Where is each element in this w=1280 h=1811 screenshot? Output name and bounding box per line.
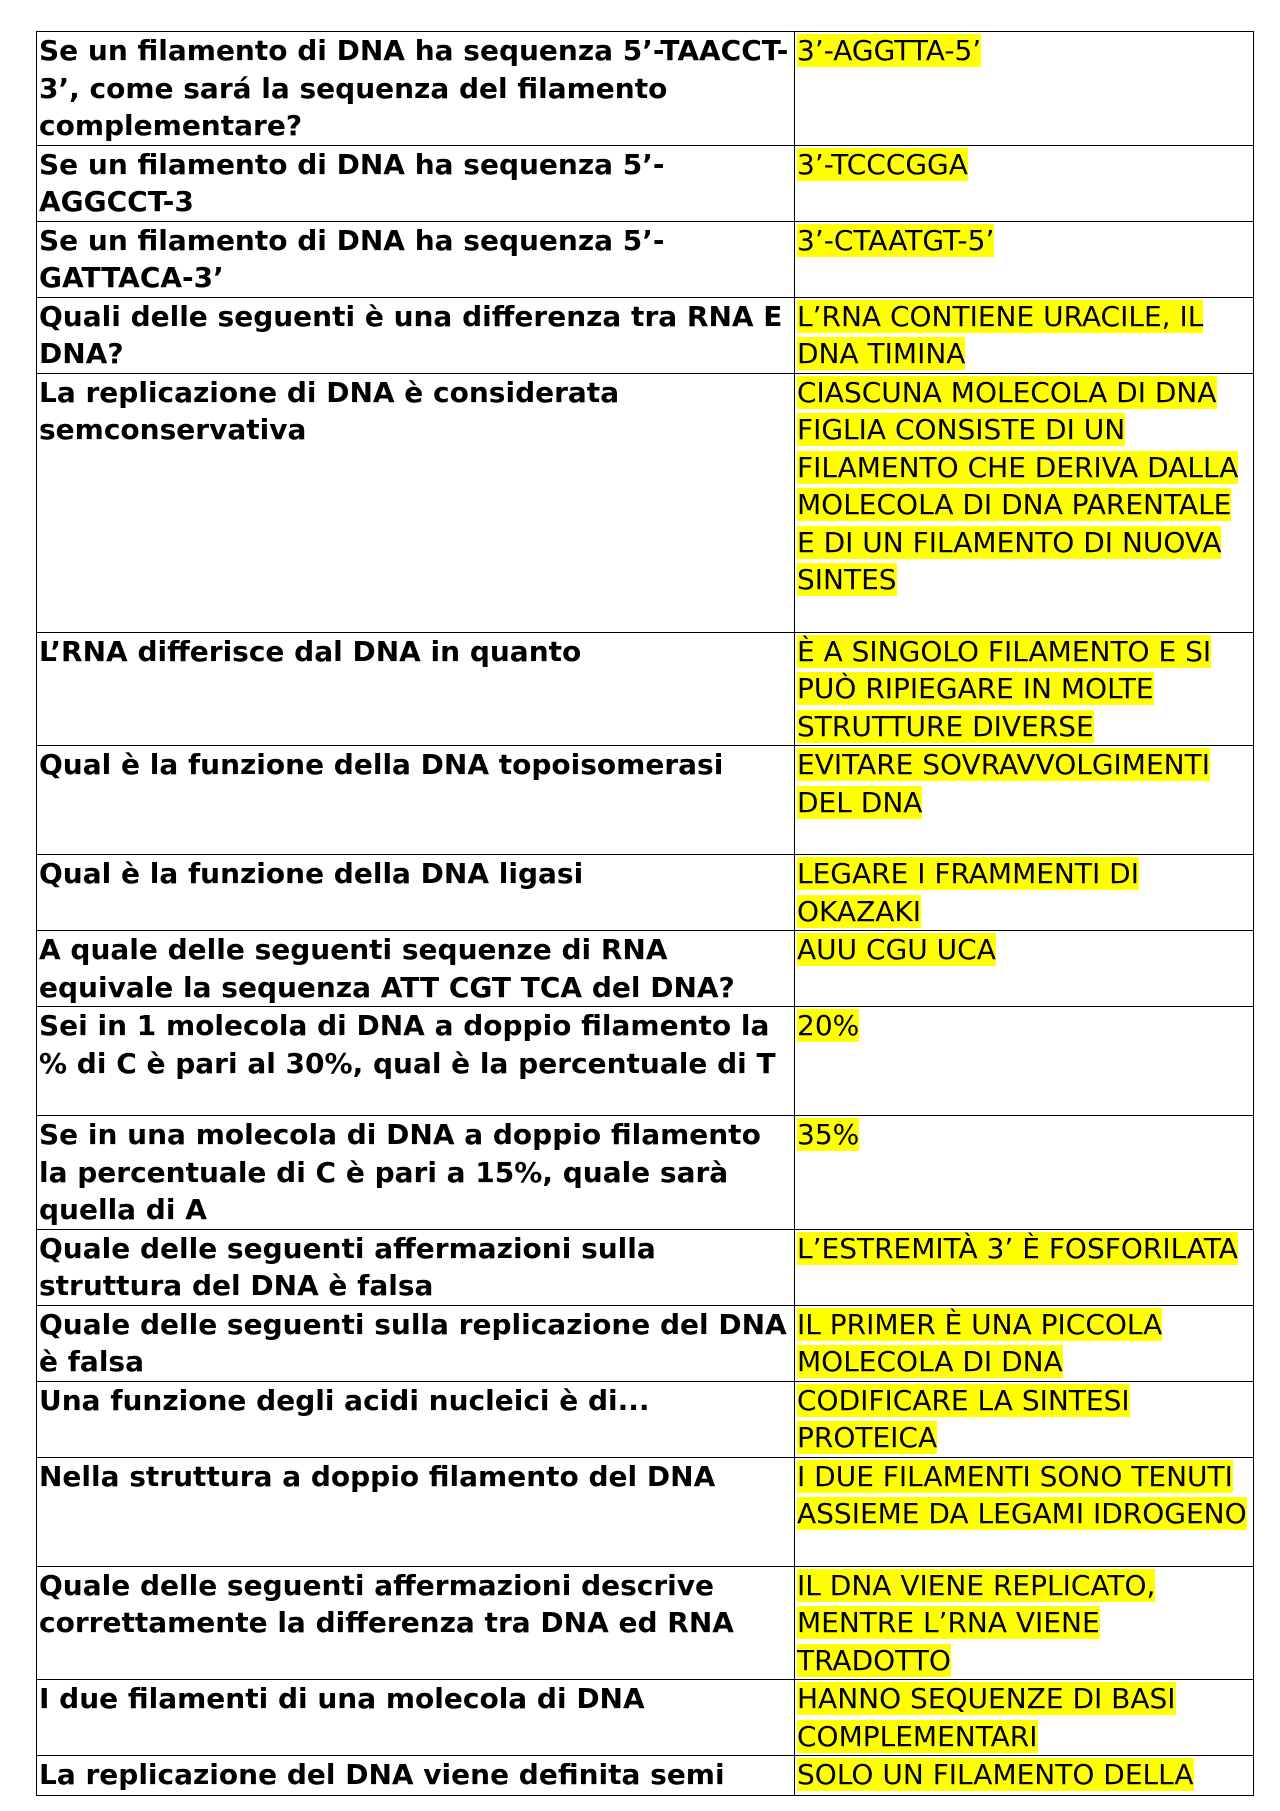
answer-cell	[795, 855, 1254, 931]
table-row	[37, 221, 1254, 297]
answer-cell	[795, 373, 1254, 632]
answer-cell	[795, 1007, 1254, 1116]
highlighted-answer: CIASCUNA MOLECOLA DI DNA FIGLIA CONSISTE DI UN FILAMENTO CHE DERIVA DALLA MOLECOLA DI DNA PARENTALE E DI UN FILAMENTO DI NUOVA SINTES	[797, 375, 1239, 596]
highlighted-answer: 3’-AGGTTA-5’	[797, 34, 982, 67]
highlighted-answer: 3’-TCCCGGA	[797, 147, 968, 181]
highlighted-answer: AUU CGU UCA	[797, 933, 996, 966]
highlighted-answer: I DUE FILAMENTI SONO TENUTI ASSIEME DA LEGAMI IDROGENO	[797, 1459, 1247, 1530]
table-row	[37, 632, 1254, 746]
highlighted-answer: È A SINGOLO FILAMENTO E SI PUÒ RIPIEGARE IN MOLTE STRUTTURE DIVERSE	[797, 634, 1212, 743]
highlighted-answer: IL PRIMER È UNA PICCOLA MOLECOLA DI DNA	[797, 1307, 1163, 1378]
question-cell: Se un filamento di DNA ha sequenza 5’-AGGCCT-3	[37, 145, 795, 221]
question-cell: Quali delle seguenti è una differenza tra RNA E DNA?	[37, 297, 795, 373]
table-row	[37, 373, 1254, 632]
question-cell: La replicazione del DNA viene definita semi	[37, 1756, 795, 1796]
table-row	[37, 746, 1254, 855]
answer-cell	[795, 297, 1254, 373]
answer-cell	[795, 145, 1254, 221]
answer-cell	[795, 1381, 1254, 1457]
table-row	[37, 1381, 1254, 1457]
question-cell: Sei in 1 molecola di DNA a doppio filamento la % di C è pari al 30%, qual è la percentuale di T	[37, 1007, 795, 1116]
answer-cell	[795, 1116, 1254, 1230]
highlighted-answer: 3’-CTAATGT-5’	[797, 223, 995, 257]
highlighted-answer: 35%	[797, 1118, 860, 1151]
question-cell: I due filamenti di una molecola di DNA	[37, 1680, 795, 1756]
question-cell: L’RNA differisce dal DNA in quanto	[37, 632, 795, 746]
table-row	[37, 1007, 1254, 1116]
answer-cell	[795, 931, 1254, 1007]
question-cell: Quale delle seguenti affermazioni descrive correttamente la differenza tra DNA ed RNA	[37, 1566, 795, 1680]
question-cell: Nella struttura a doppio filamento del DNA	[37, 1457, 795, 1566]
highlighted-answer: IL DNA VIENE REPLICATO, MENTRE L’RNA VIENE TRADOTTO	[797, 1568, 1156, 1677]
answer-cell	[795, 221, 1254, 297]
answer-cell	[795, 1457, 1254, 1566]
question-cell: La replicazione di DNA è considerata semconservativa	[37, 373, 795, 632]
question-cell: Se in una molecola di DNA a doppio filamento la percentuale di C è pari a 15%, quale sarà quella di A	[37, 1116, 795, 1230]
answer-cell	[795, 1756, 1254, 1796]
highlighted-answer: L’RNA CONTIENE URACILE, IL DNA TIMINA	[797, 299, 1204, 370]
table-row	[37, 1305, 1254, 1381]
question-cell: Quale delle seguenti affermazioni sulla struttura del DNA è falsa	[37, 1229, 795, 1305]
table-row	[37, 145, 1254, 221]
answer-cell	[795, 632, 1254, 746]
highlighted-answer: LEGARE I FRAMMENTI DI OKAZAKI	[797, 857, 1139, 928]
table-row	[37, 1229, 1254, 1305]
question-cell: A quale delle seguenti sequenze di RNA equivale la sequenza ATT CGT TCA del DNA?	[37, 931, 795, 1007]
answer-cell	[795, 1566, 1254, 1680]
answer-cell	[795, 1305, 1254, 1381]
question-cell: Quale delle seguenti sulla replicazione del DNA è falsa	[37, 1305, 795, 1381]
table-row	[37, 1457, 1254, 1566]
table-row	[37, 1116, 1254, 1230]
table-row	[37, 32, 1254, 146]
highlighted-answer: CODIFICARE LA SINTESI PROTEICA	[797, 1383, 1130, 1454]
table-row	[37, 1566, 1254, 1680]
highlighted-answer: 20%	[797, 1009, 860, 1042]
question-cell: Qual è la funzione della DNA topoisomerasi	[37, 746, 795, 855]
table-row	[37, 855, 1254, 931]
table-row	[37, 1756, 1254, 1796]
table-row	[37, 1680, 1254, 1756]
highlighted-answer: EVITARE SOVRAVVOLGIMENTI DEL DNA	[797, 748, 1210, 819]
answer-cell	[795, 32, 1254, 146]
highlighted-answer: HANNO SEQUENZE DI BASI COMPLEMENTARI	[797, 1682, 1176, 1753]
table-row	[37, 931, 1254, 1007]
answer-cell	[795, 1680, 1254, 1756]
highlighted-answer: L’ESTREMITÀ 3’ È FOSFORILATA	[797, 1231, 1238, 1265]
answer-cell	[795, 1229, 1254, 1305]
table-row	[37, 297, 1254, 373]
question-cell: Se un filamento di DNA ha sequenza 5’-GATTACA-3’	[37, 221, 795, 297]
question-cell: Se un filamento di DNA ha sequenza 5’-TAACCT-3’, come sará la sequenza del filamento complementare?	[37, 32, 795, 146]
answer-cell	[795, 746, 1254, 855]
question-cell: Qual è la funzione della DNA ligasi	[37, 855, 795, 931]
qa-table	[36, 31, 1254, 1796]
highlighted-answer: SOLO UN FILAMENTO DELLA	[797, 1758, 1194, 1791]
question-cell: Una funzione degli acidi nucleici è di...	[37, 1381, 795, 1457]
